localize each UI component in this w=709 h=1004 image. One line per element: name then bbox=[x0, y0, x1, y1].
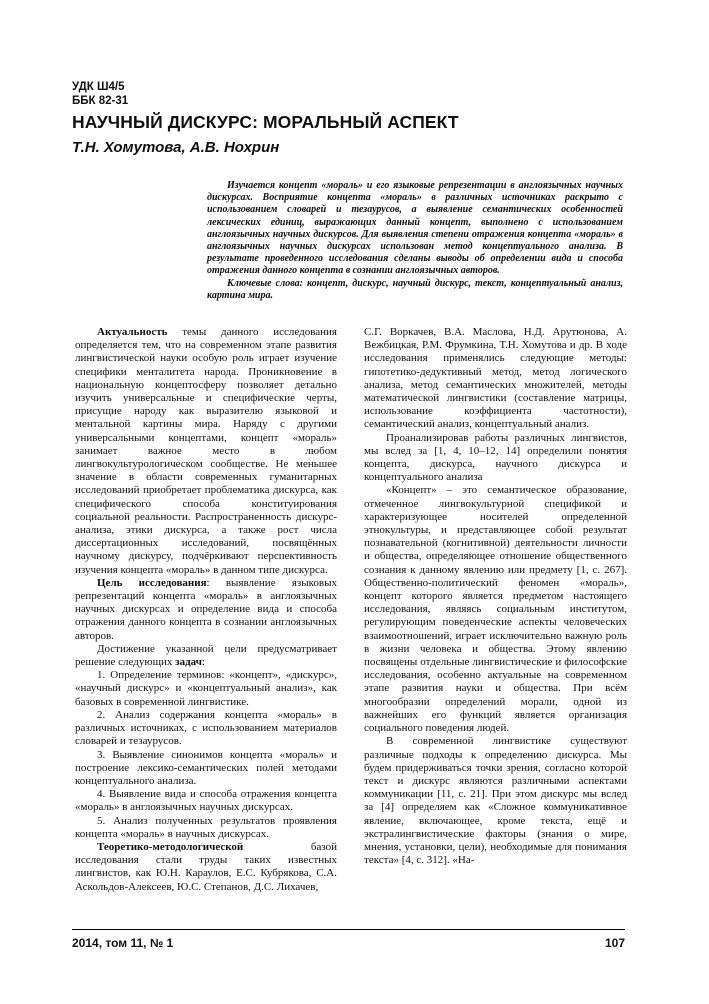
abstract bbox=[207, 180, 623, 302]
article-authors: Т.Н. Хомутова, А.В. Нохрин bbox=[72, 139, 280, 156]
goal-text: : выявление языковых репрезентаций концепта «мораль» в англоязычных научных дискурсах и определение вида и способа отражения данного концепта в сознании англоязычных авторов. bbox=[75, 576, 337, 642]
tasks-colon: : bbox=[201, 656, 205, 669]
task-item: 3. Выявление синонимов концепта «мораль» и построение лексико-семантических полей методами концептуального анализа. bbox=[75, 748, 337, 787]
article-title: НАУЧНЫЙ ДИСКУРС: МОРАЛЬНЫЙ АСПЕКТ bbox=[72, 112, 459, 132]
udc-code: УДК Ш4/5 bbox=[72, 81, 125, 93]
page-number: 107 bbox=[604, 936, 625, 950]
relevance-lead: Актуальность bbox=[97, 326, 168, 338]
task-item: 5. Анализ полученных результатов проявления концепта «мораль» в научных дискурсах. bbox=[75, 814, 337, 840]
keywords-label: Ключевые слова: bbox=[227, 277, 303, 289]
relevance-text: темы данного исследования определяется тем, что на современном этапе развития лингвистической науки особую роль играет изучение специфики менталитета народа. Проникновение в национальную концептосферу позволяет детально изучить универсальные и специфические черты, присущие народу как выразителю языковой и ментальной картины мира. Наряду с другими универсальными концептами, концепт «мораль» занимает важное место в любом лингвокультурологическом сообществе. Не меньшее значение в области современных гуманитарных исследований приобретает проблематика дискурса, как специфического способа конституирования социальной реальности. Распространенность дискурс-анализа, этики дискурса, а также рост числа диссертационных исследований, посвящённых научному дискурсу, подчёркивают перспективность изучения концепта «мораль» в данном типе дискурса. bbox=[75, 326, 337, 576]
task-item: 2. Анализ содержания концепта «мораль» в различных источниках, с использованием материалов словарей и тезаурусов. bbox=[75, 708, 337, 748]
methodology-text: базой исследования стали труды таких известных лингвистов, как Ю.Н. Караулов, Е.С. Кубрякова, С.А. Аскольдов-Алексеев, Ю.С. Степанов, Д.С. Лихачев, bbox=[75, 840, 337, 893]
task-item: 4. Выявление вида и способа отражения концепта «мораль» в англоязычных научных дискурсах. bbox=[75, 788, 337, 814]
paragraph-discourse-definition: В современной лингвистике существуют различные подходы к определению дискурса. Мы будем придерживаться точки зрения, согласно которой текст и дискурс являются различными аспектами коммуникации [11, с. 21]. При этом дискурс мы вслед за [4] определяем как «Сложное коммуникативное явление, включающее, кроме текста, ещё и экстралингвистические факторы (знания о мире, мнения, установки, цели), необходимые для понимания текста» [4, с. 312]. «На- bbox=[364, 735, 627, 867]
methodology-lead: Теоретико-методологической bbox=[97, 840, 244, 853]
bbk-code: ББК 82-31 bbox=[72, 95, 129, 107]
paragraph-goal bbox=[75, 577, 337, 643]
keywords bbox=[207, 278, 623, 302]
tasks-intro-text: Достижение указанной цели предусматривает решение следующих bbox=[75, 642, 337, 669]
tasks-label: задач bbox=[175, 656, 202, 669]
left-column bbox=[75, 326, 337, 894]
paragraph-methods: С.Г. Воркачев, В.А. Маслова, Н.Д. Арутюнова, А. Вежбицкая, Р.М. Фрумкина, Т.Н. Хомутова и др. В ходе исследования применялись следующие методы: гипотетико-дедуктивный метод, метод логического анализа, метод семантических множителей, методы математической лингвистики (составление матрицы, использование коэффициента частотности), семантический анализ, концептуальный анализ. bbox=[364, 326, 627, 431]
paragraph-tasks-intro bbox=[75, 643, 337, 669]
classification-codes bbox=[72, 80, 128, 108]
goal-lead: Цель исследования bbox=[97, 576, 207, 589]
journal-issue: 2014, том 11, № 1 bbox=[72, 936, 174, 950]
paragraph-analysis: Проанализировав работы различных лингвистов, мы вслед за [1, 4, 10–12, 14] определили понятия концепта, дискурса, научного дискурса и концептуального анализа bbox=[364, 431, 627, 484]
task-item: 1. Определение терминов: «концепт», «дискурс», «научный дискурс» и «концептуальный анализ», как базовых в современной лингвистике. bbox=[75, 669, 337, 708]
right-column bbox=[364, 326, 627, 867]
abstract-text: Изучается концепт «мораль» и его языковые репрезентации в англоязычных научных дискурсах. Восприятие концепта «мораль» в различных источниках раскрыто с использованием словарей и тезаурусов, а выявление семантических особенностей лексических единиц, выражающих данный концепт, выполнено с использованием англоязычных научных дискурсов. Для выявления степени отражения концепта «мораль» в англоязычных научных дискурсах использован метод концептуального анализа. В результате проведенного исследования сделаны выводы об определении вида и способа отражения данного концепта в сознании англоязычных авторов. bbox=[207, 180, 623, 277]
footer-divider bbox=[72, 929, 625, 930]
keywords-list: концепт, дискурс, научный дискурс, текст, концептуальный анализ, картина мира. bbox=[207, 277, 623, 301]
paragraph-methodology bbox=[75, 841, 337, 894]
paragraph-concept-definition: «Концепт» – это семантическое образование, отмеченное лингвокультурной спецификой и характеризующее носителей определенной этнокультуры, и представляющее собой результат познавательной (когнитивной) деятельности личности и общества, определяющее отношение общественного сознания к данному явлению или предмету [1, с. 267]. Общественно-политический феномен «мораль», концепт которого является предметом настоящего исследования, являясь социальным институтом, регулирующим поведенческие аспекты человеческих взаимоотношений, играет исключительно важную роль в жизни человека и общества. Этому явлению посвящены отдельные лингвистические и философские исследования, особенно актуальные на современном этапе развития науки и общества. При всём многообразии определений морали, одной из важнейших его функций является организация социального поведения людей. bbox=[364, 484, 627, 735]
paragraph-relevance bbox=[75, 326, 337, 577]
